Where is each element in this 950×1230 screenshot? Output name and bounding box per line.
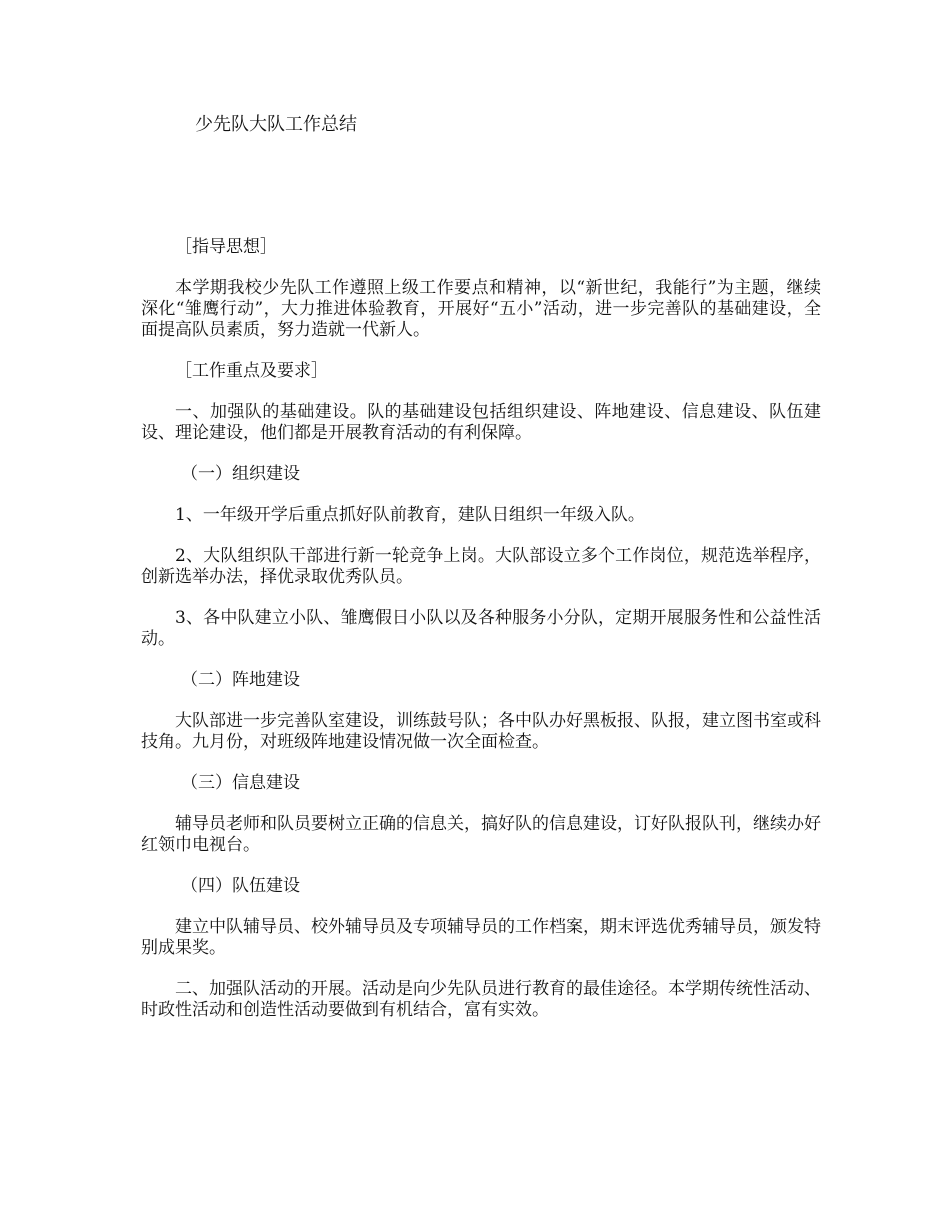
section-heading-guiding-idea: ［指导思想］ <box>175 237 277 257</box>
subheading-information: （三）信息建设 <box>181 773 300 793</box>
paragraph-guiding-idea: 本学期我校少先队工作遵照上级工作要点和精神，以“新世纪，我能行”为主题，继续深化“雏鹰行动”，大力推进体验教育，开展好“五小”活动，进一步完善队的基础建设，全面提高队员素质，努力造就一代新人。 <box>141 278 821 340</box>
section-heading-key-points: ［工作重点及要求］ <box>175 361 328 381</box>
paragraph-activities: 二、加强队活动的开展。活动是向少先队员进行教育的最佳途径。本学期传统性活动、时政性活动和创造性活动要做到有机结合，富有实效。 <box>141 979 821 1020</box>
subheading-position: （二）阵地建设 <box>181 670 300 690</box>
document-title: 少先队大队工作总结 <box>195 114 357 135</box>
document-body <box>141 237 821 1041</box>
subheading-organization: （一）组织建设 <box>181 464 300 484</box>
subheading-team: （四）队伍建设 <box>181 876 300 896</box>
paragraph-basic-construction: 一、加强队的基础建设。队的基础建设包括组织建设、阵地建设、信息建设、队伍建设、理论建设，他们都是开展教育活动的有利保障。 <box>141 402 821 443</box>
paragraph-item-1: 1、一年级开学后重点抓好队前教育，建队日组织一年级入队。 <box>175 505 645 525</box>
paragraph-information: 辅导员老师和队员要树立正确的信息关，搞好队的信息建设，订好队报队刊，继续办好红领巾电视台。 <box>141 814 821 855</box>
paragraph-position: 大队部进一步完善队室建设，训练鼓号队；各中队办好黑板报、队报，建立图书室或科技角。九月份，对班级阵地建设情况做一次全面检查。 <box>141 711 821 752</box>
paragraph-item-3: 3、各中队建立小队、雏鹰假日小队以及各种服务小分队，定期开展服务性和公益性活动。 <box>141 608 821 649</box>
paragraph-item-2: 2、大队组织队干部进行新一轮竞争上岗。大队部设立多个工作岗位，规范选举程序，创新选举办法，择优录取优秀队员。 <box>141 546 821 587</box>
paragraph-team: 建立中队辅导员、校外辅导员及专项辅导员的工作档案，期末评选优秀辅导员，颁发特别成果奖。 <box>141 917 821 958</box>
